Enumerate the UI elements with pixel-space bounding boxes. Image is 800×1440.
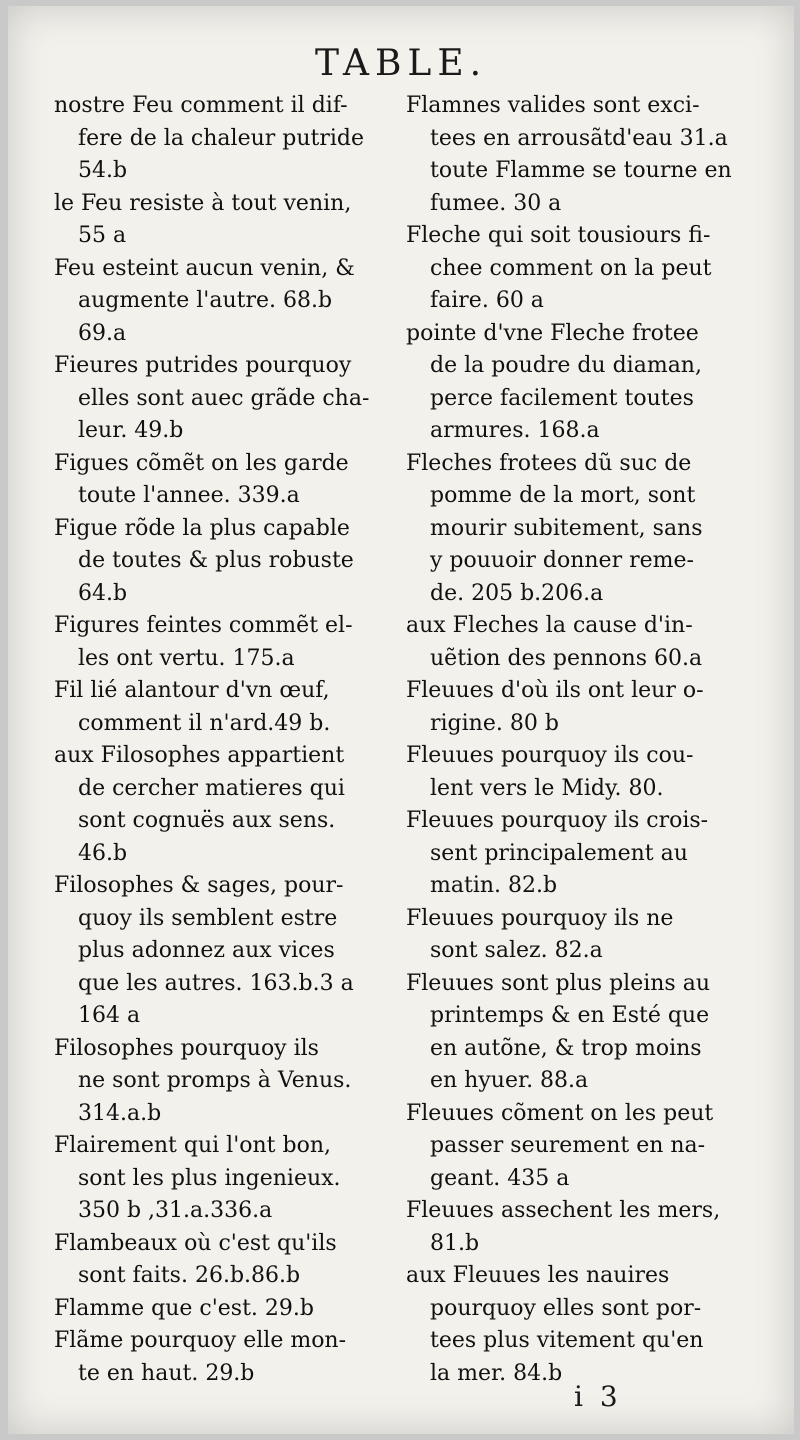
entry-line: Feu esteint aucun venin, & [54, 255, 355, 281]
entry-line: 55 a [78, 223, 127, 248]
index-entry [406, 675, 729, 740]
entry-line: que les autres. 163.b.3 a [78, 970, 354, 996]
index-entry [406, 1098, 729, 1196]
index-entry [54, 1293, 374, 1326]
entry-line: geant. 435 a [430, 1165, 570, 1191]
entry-line: Fleche qui soit tousiours fi- [406, 223, 711, 248]
index-entry [54, 740, 374, 870]
entry-line: armures. 168.a [430, 418, 600, 443]
entry-line: Filosophes pourquoy ils [54, 1035, 319, 1061]
entry-line: le Feu resiste à tout venin, [54, 190, 352, 216]
entry-line: Fleuues sont plus pleins au [406, 970, 710, 996]
entry-line: en hyuer. 88.a [430, 1068, 589, 1093]
entry-line: 69.a [78, 320, 127, 346]
index-entry [54, 1130, 374, 1228]
book-page [8, 6, 794, 1434]
entry-line: leur. 49.b [78, 418, 184, 443]
entry-line: te en haut. 29.b [78, 1360, 255, 1386]
entry-line: perce facilement toutes [430, 385, 694, 411]
index-entry [54, 1033, 374, 1131]
entry-line: rigine. 80 b [430, 710, 559, 736]
entry-line: toute l'annee. 339.a [78, 483, 300, 508]
entry-line: Filosophes & sages, pour- [54, 873, 344, 898]
entry-line: Flambeaux où c'est qu'ils [54, 1230, 337, 1256]
index-entry [406, 805, 729, 903]
index-column-right [406, 90, 732, 1390]
entry-line: faire. 60 a [430, 288, 544, 313]
index-entry [54, 188, 374, 253]
entry-line: Figues cõmẽt on les garde [54, 450, 349, 476]
entry-line: Flãme pourquoy elle mon- [54, 1328, 347, 1353]
entry-line: fumee. 30 a [430, 190, 562, 216]
index-entry [406, 1260, 729, 1390]
entry-line: mourir subitement, sans [430, 515, 703, 541]
index-entry [406, 610, 729, 675]
entry-line: de. 205 b.206.a [430, 580, 604, 606]
index-entry [406, 1195, 729, 1260]
entry-line: lent vers le Midy. 80. [430, 775, 664, 801]
entry-line: 54.b [78, 158, 128, 183]
entry-line: 350 b ,31.a.336.a [78, 1198, 273, 1223]
entry-line: de cercher matieres qui [78, 775, 345, 801]
entry-line: Fleches frotees dũ suc de [406, 450, 692, 476]
page-title: TABLE. [314, 43, 488, 84]
entry-line: Fleuues pourquoy ils crois- [406, 808, 709, 833]
entry-line: plus adonnez aux vices [78, 938, 335, 963]
entry-line: pomme de la mort, sont [430, 483, 696, 508]
index-entry [54, 448, 374, 513]
entry-line: de toutes & plus robuste [78, 548, 354, 573]
entry-line: sont les plus ingenieux. [78, 1165, 341, 1191]
entry-line: sont salez. 82.a [430, 938, 603, 963]
entry-line: chee comment on la peut [430, 255, 712, 281]
entry-line: tees plus vitement qu'en [430, 1328, 704, 1353]
entry-line: Fil lié alantour d'vn œuf, [54, 678, 330, 703]
entry-line: Fleuues d'où ils ont leur o- [406, 678, 704, 703]
entry-line: tees en arrousãtd'eau 31.a [430, 125, 728, 151]
entry-line: pourquoy elles sont por- [430, 1295, 702, 1321]
index-entry [406, 220, 729, 318]
index-entry [54, 253, 374, 351]
entry-line: quoy ils semblent estre [78, 905, 338, 931]
index-entry [406, 903, 729, 968]
signature-mark: i 3 [574, 1380, 622, 1413]
entry-line: Figue rõde la plus capable [54, 515, 350, 541]
entry-line: Flamme que c'est. 29.b [54, 1295, 314, 1321]
entry-line: nostre Feu comment il dif- [54, 93, 348, 118]
entry-line: Flamnes valides sont exci- [406, 93, 700, 118]
entry-line: ne sont promps à Venus. [78, 1068, 352, 1093]
entry-line: elles sont auec grãde cha- [78, 385, 370, 411]
entry-line: pointe d'vne Fleche frotee [406, 320, 699, 346]
entry-line: uẽtion des pennons 60.a [430, 645, 703, 671]
entry-line: augmente l'autre. 68.b [78, 288, 333, 313]
index-entry [54, 610, 374, 675]
index-entry [54, 350, 374, 448]
index-entry [406, 90, 732, 220]
entry-line: Flairement qui l'ont bon, [54, 1133, 331, 1158]
index-entry [406, 740, 729, 805]
entry-line: de la poudre du diaman, [430, 353, 702, 378]
entry-line: 46.b [78, 840, 128, 866]
entry-line: Fleuues pourquoy ils cou- [406, 743, 694, 768]
entry-line: passer seurement en na- [430, 1133, 706, 1158]
entry-line: 81.b [430, 1230, 480, 1256]
entry-line: y pouuoir donner reme- [430, 548, 694, 573]
index-entry [406, 968, 729, 1098]
entry-line: Fieures putrides pourquoy [54, 353, 352, 378]
index-entry [406, 318, 729, 448]
entry-line: printemps & en Esté que [430, 1003, 710, 1028]
entry-line: aux Fleches la cause d'in- [406, 613, 693, 638]
entry-line: aux Filosophes appartient [54, 743, 345, 768]
entry-line: toute Flamme se tourne en [430, 158, 732, 183]
entry-line: aux Fleuues les nauires [406, 1263, 670, 1288]
index-entry [54, 870, 374, 1033]
entry-line: fere de la chaleur putride [78, 125, 365, 151]
entry-line: Fleuues pourquoy ils ne [406, 905, 674, 931]
entry-line: Figures feintes commẽt el- [54, 613, 353, 638]
entry-line: sont cognuës aux sens. [78, 808, 336, 833]
index-entry [54, 1325, 374, 1390]
entry-line: sent principalement au [430, 840, 688, 866]
entry-line: en autõne, & trop moins [430, 1035, 702, 1061]
entry-line: matin. 82.b [430, 873, 558, 898]
entry-line: la mer. 84.b [430, 1360, 563, 1386]
entry-line: 314.a.b [78, 1100, 162, 1126]
entry-line: les ont vertu. 175.a [78, 645, 295, 671]
index-column-left [54, 90, 374, 1390]
entry-line: sont faits. 26.b.86.b [78, 1263, 301, 1288]
index-entry [54, 90, 374, 188]
index-entry [54, 675, 374, 740]
entry-line: comment il n'ard.49 b. [78, 710, 331, 736]
index-entry [54, 513, 374, 611]
index-entry [406, 448, 729, 611]
entry-line: 164 a [78, 1003, 141, 1028]
entry-line: Fleuues cõment on les peut [406, 1100, 714, 1126]
entry-line: Fleuues assechent les mers, [406, 1198, 721, 1223]
index-entry [54, 1228, 374, 1293]
entry-line: 64.b [78, 580, 128, 606]
